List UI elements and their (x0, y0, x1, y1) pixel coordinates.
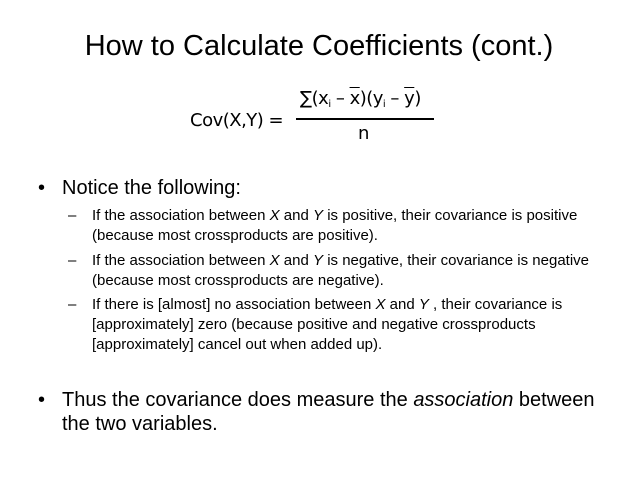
text-part: and (279, 252, 314, 269)
text-part: and (279, 207, 314, 224)
text-part: If the association between (92, 252, 270, 269)
num-sub1: i (328, 99, 331, 110)
text-part: If there is [almost] no association between (92, 296, 376, 313)
formula-lhs: Cov(X,Y) = (190, 110, 284, 131)
fraction-bar (296, 118, 434, 120)
text-part: is positive, their covariance is positive (because most crossproducts are positive). (92, 207, 578, 244)
text-part: , their covariance is [approximately] zero (because positive and negative crossproducts [approximately] cancel out when added up). (92, 296, 563, 353)
formula-numerator (300, 88, 421, 110)
sub-bullet-text (92, 251, 602, 291)
sub-bullet-dash: – (68, 207, 77, 224)
sum-symbol: ∑ (300, 88, 312, 109)
sub-bullet-text (92, 206, 602, 246)
bullet-dot: • (38, 177, 46, 199)
formula-denominator: n (358, 123, 370, 144)
num-minus2: – (385, 88, 405, 109)
var-x: X (269, 252, 280, 269)
text-part: is negative, their covariance is negative (because most crossproducts are negative). (92, 252, 590, 289)
num-close-open: )(y (359, 88, 383, 109)
text-part: If the association between (92, 207, 270, 224)
bullet-text: Notice the following: (62, 177, 241, 199)
var-x: X (375, 296, 386, 313)
num-close: ) (414, 88, 421, 109)
sub-bullet-text (92, 295, 602, 355)
slide-title: How to Calculate Coefficients (cont.) (84, 30, 554, 62)
num-open1: (x (311, 88, 329, 109)
num-sub2: i (382, 99, 386, 110)
var-y: Y (313, 252, 324, 269)
y-bar: $\overline{y}$ (404, 88, 415, 109)
bullet-dot: • (38, 389, 46, 411)
sub-bullet-dash: – (68, 252, 77, 269)
text-part: between the two variables. (62, 389, 595, 435)
var-y: Y (418, 296, 429, 313)
sub-bullet-dash: – (68, 296, 77, 313)
text-part: and (385, 296, 419, 313)
var-x: X (269, 207, 280, 224)
emphasis-association: association (413, 389, 514, 411)
x-bar: $\overline{x}$ (349, 88, 360, 109)
text-part: Thus the covariance does measure the (62, 389, 414, 411)
covariance-formula (190, 88, 440, 148)
num-minus1: – (330, 88, 350, 109)
bullet-text (62, 388, 602, 436)
var-y: Y (313, 207, 324, 224)
